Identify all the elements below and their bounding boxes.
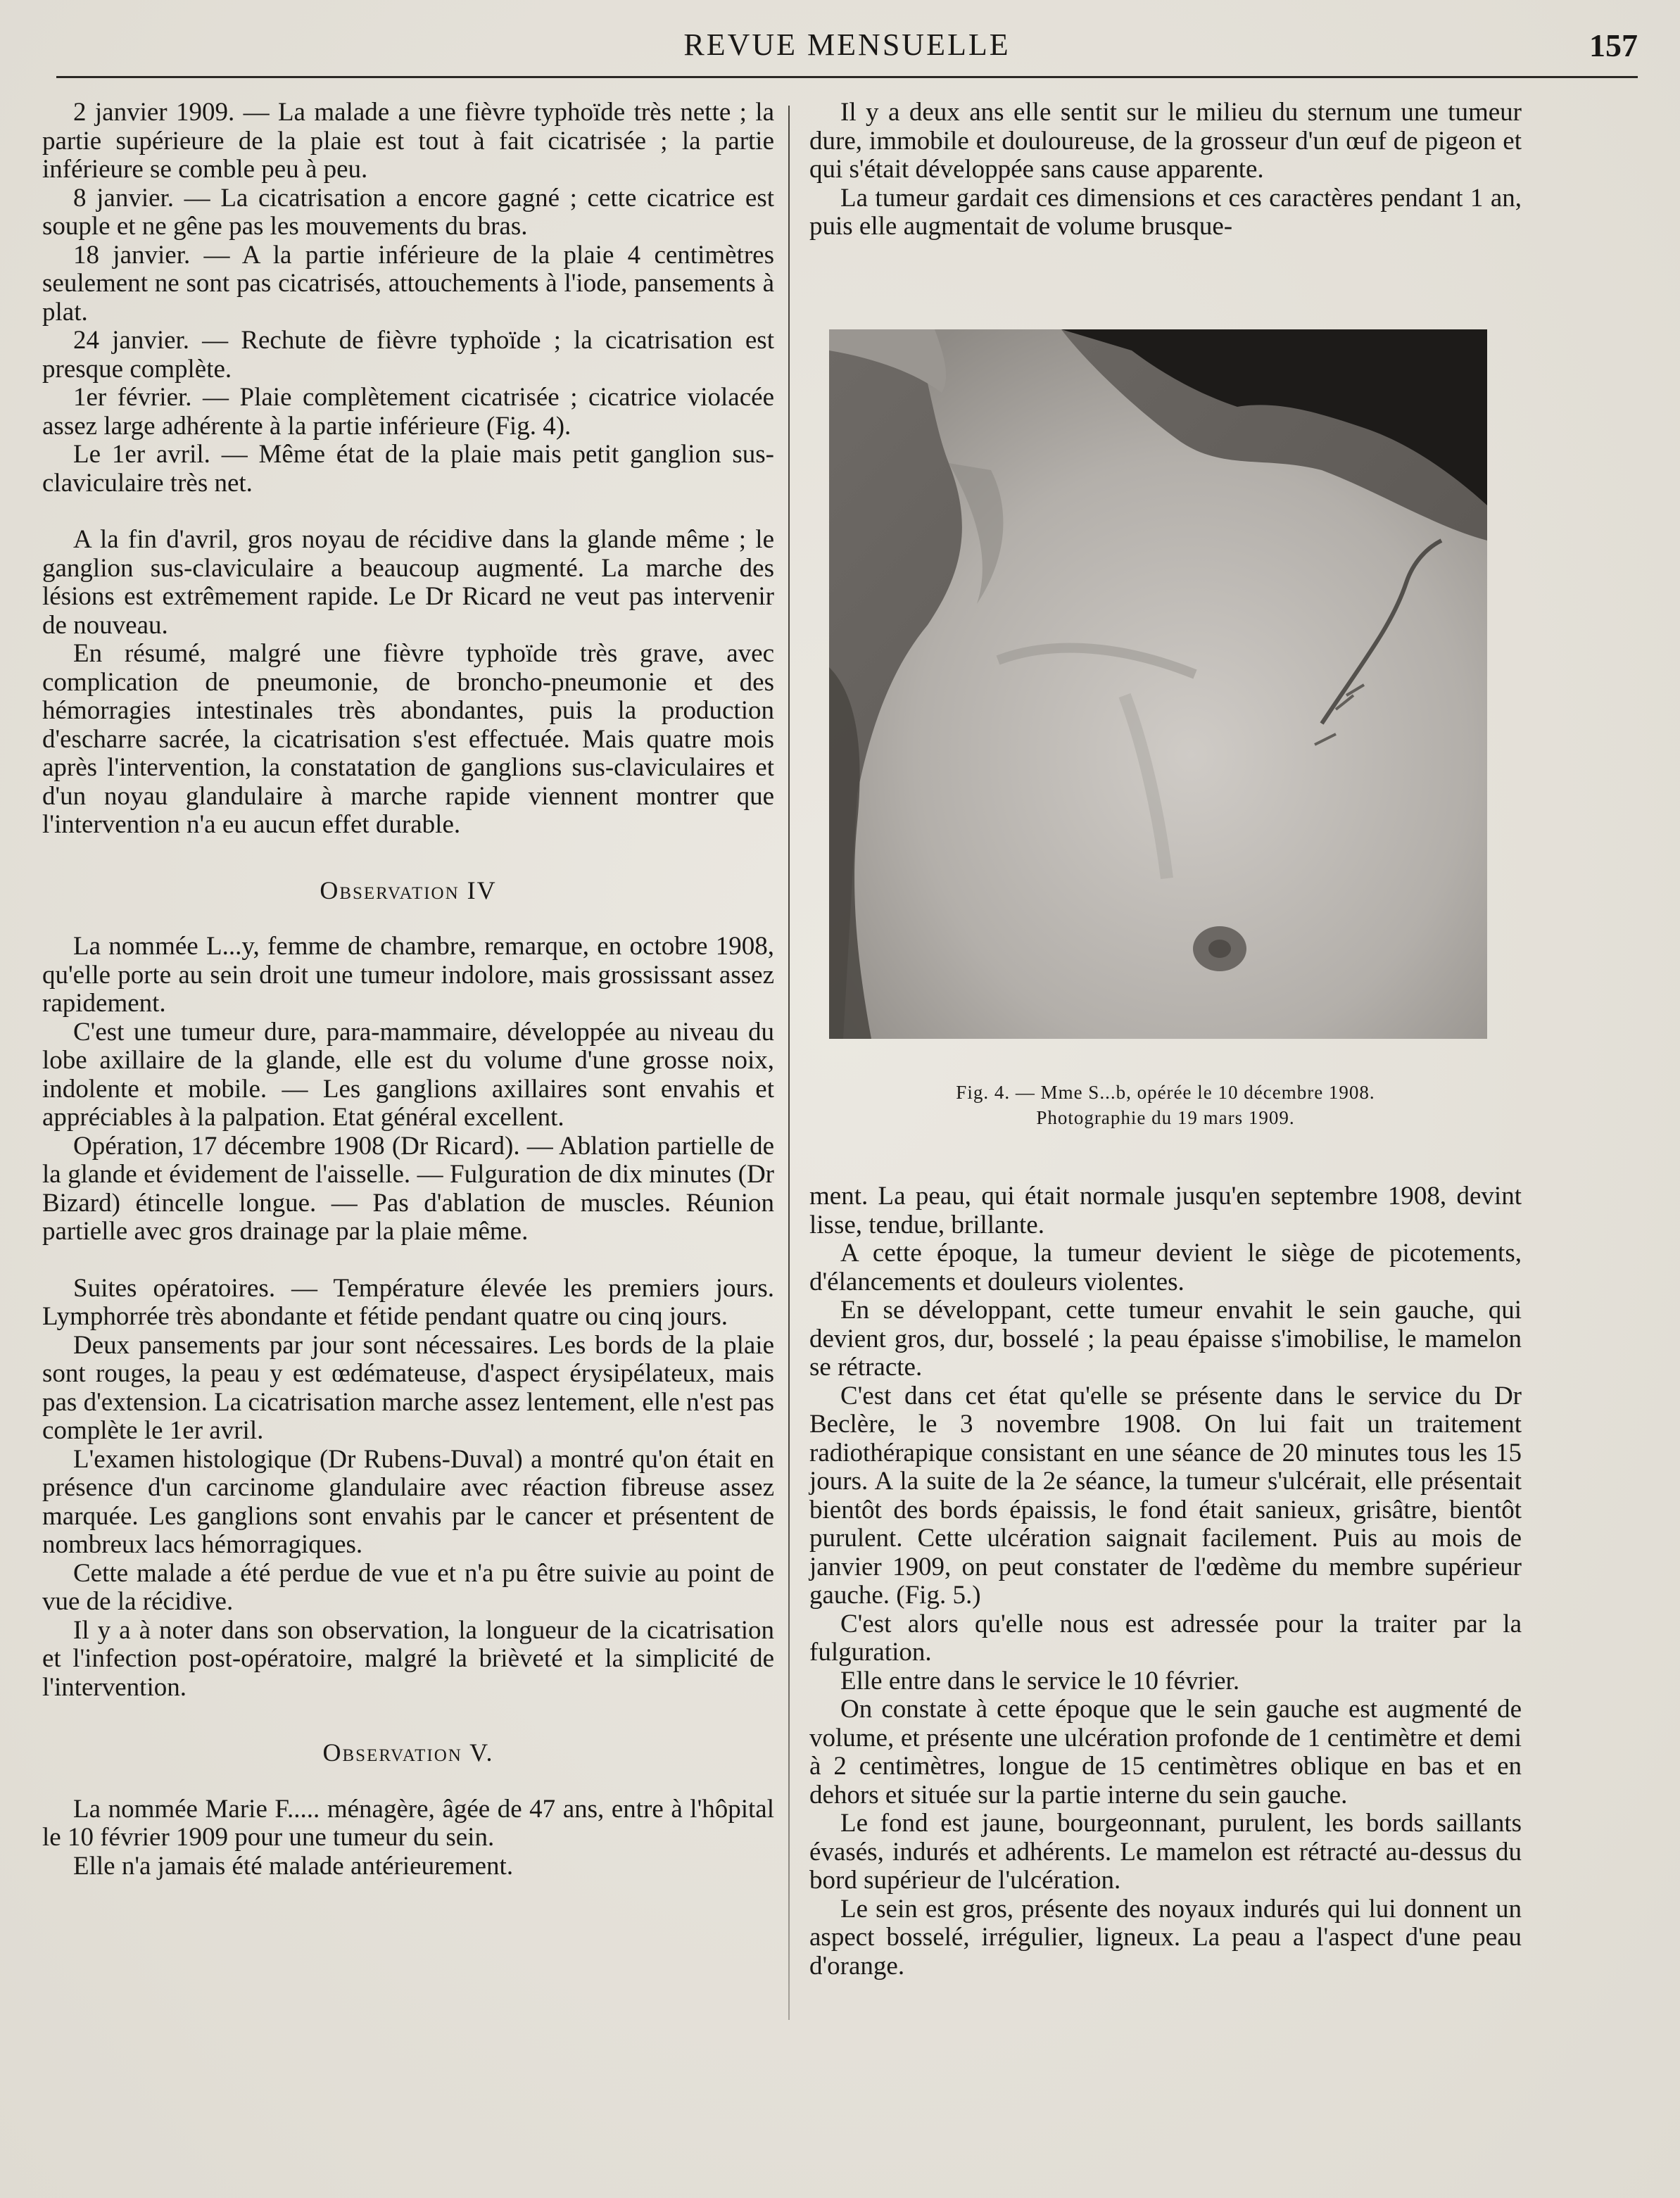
paragraph: 1er février. — Plaie complètement cicatrisée ; cicatrice violacée assez large adhérente à la partie inférieure (Fig. 4).	[42, 383, 774, 441]
paragraph: 24 janvier. — Rechute de fièvre typhoïde ; la cicatrisation est presque complète.	[42, 326, 774, 384]
paragraph: Cette malade a été perdue de vue et n'a pu être suivie au point de vue de la récidive.	[42, 1558, 774, 1616]
observation-heading: Observation V.	[322, 1738, 494, 1767]
paragraph: On constate à cette époque que le sein gauche est augmenté de volume, et présente une ulcération profonde de 1 centimètre et demi à 2 centimètres, longue de 15 centimètres oblique en bas et en dehors et située sur la partie interne du sein gauche.	[809, 1695, 1522, 1809]
right-column-bottom	[809, 1182, 1522, 1981]
paragraph: Le fond est jaune, bourgeonnant, purulent, les bords saillants évasés, indurés et adhérents. Le mamelon est rétracté au-dessus du bord supérieur de l'ulcération.	[809, 1809, 1522, 1895]
paragraph: Elle n'a jamais été malade antérieurement.	[73, 1851, 514, 1881]
left-column	[42, 99, 774, 1881]
paragraph: La nommée Marie F..... ménagère, âgée de 47 ans, entre à l'hôpital le 10 février 1909 pour une tumeur du sein.	[42, 1794, 774, 1852]
paragraph: ment. La peau, qui était normale jusqu'en septembre 1908, devint lisse, tendue, brillante.	[809, 1182, 1522, 1239]
paragraph: 18 janvier. — A la partie inférieure de la plaie 4 centimètres seulement ne sont pas cicatrisés, attouchements à l'iode, pansements à plat.	[42, 240, 774, 327]
page-header	[56, 14, 1638, 77]
paragraph: Il y a à noter dans son observation, la longueur de la cicatrisation et l'infection post-opératoire, malgré la brièveté et la simplicité de l'intervention.	[42, 1615, 774, 1702]
paragraph: C'est une tumeur dure, para-mammaire, développée au niveau du lobe axillaire de la glande, elle est du volume d'une grosse noix, indolente et mobile. — Les ganglions axillaires sont envahis et appréciables à la palpation. Etat général excellent.	[42, 1017, 774, 1132]
paragraph: A cette époque, la tumeur devient le siège de picotements, d'élancements et douleurs violentes.	[809, 1239, 1522, 1296]
paragraph: C'est dans cet état qu'elle se présente dans le service du Dr Beclère, le 3 novembre 1908. On lui fait un traitement radiothérapique consistant en une séance de 20 minutes tous les 15 jours. A la suite de la 2e séance, la tumeur s'ulcérait, elle présentait bientôt des bords épaissis, le fond était sanieux, grisâtre, bientôt purulent. Cette ulcération saignait facilement. Puis au mois de janvier 1909, on peut constater de l'œdème du membre supérieur gauche. (Fig. 5.)	[809, 1381, 1522, 1610]
caption-line: Fig. 4. — Mme S...b, opérée le 10 décembre 1908.	[956, 1082, 1375, 1103]
paragraph: La nommée L...y, femme de chambre, remarque, en octobre 1908, qu'elle porte au sein droit une tumeur indolore, mais grossissant assez rapidement.	[42, 932, 774, 1018]
figure-caption	[809, 1080, 1522, 1130]
paragraph: 2 janvier 1909. — La malade a une fièvre typhoïde très nette ; la partie supérieure de la plaie est tout à fait cicatrisée ; la partie inférieure se comble peu à peu.	[42, 98, 774, 184]
paragraph: Suites opératoires. — Température élevée les premiers jours. Lymphorrée très abondante et fétide pendant quatre ou cinq jours.	[42, 1273, 774, 1331]
paragraph: Le sein est gros, présente des noyaux indurés qui lui donnent un aspect bosselé, irrégulier, ligneux. La peau a l'aspect d'une peau d'orange.	[809, 1894, 1522, 1981]
right-column-top	[809, 99, 1522, 241]
paragraph: Opération, 17 décembre 1908 (Dr Ricard). — Ablation partielle de la glande et évidement de l'aisselle. — Fulguration de dix minutes (Dr Bizard) étincelle longue. — Pas d'ablation de muscles. Réunion partielle avec gros drainage par la plaie même.	[42, 1131, 774, 1246]
paragraph: L'examen histologique (Dr Rubens-Duval) a montré qu'on était en présence d'un carcinome glandulaire avec réaction fibreuse assez marquée. Les ganglions sont envahis par le cancer et présentent de nombreux lacs hémorragiques.	[42, 1444, 774, 1559]
header-rule	[56, 76, 1638, 78]
paragraph: Elle entre dans le service le 10 février.	[840, 1666, 1240, 1695]
paragraph: Le 1er avril. — Même état de la plaie mais petit ganglion sus-claviculaire très net.	[42, 440, 774, 498]
column-divider	[788, 106, 790, 2020]
paragraph: A la fin d'avril, gros noyau de récidive dans la glande même ; le ganglion sus-claviculaire a beaucoup augmenté. La marche des lésions est extrêmement rapide. Le Dr Ricard ne veut pas intervenir de nouveau.	[42, 525, 774, 640]
caption-line: Photographie du 19 mars 1909.	[1036, 1107, 1295, 1128]
paragraph: En résumé, malgré une fièvre typhoïde très grave, avec complication de pneumonie, de broncho-pneumonie et des hémorragies intestinales très abondantes, puis la production d'escharre sacrée, la cicatrisation s'est effectuée. Mais quatre mois après l'intervention, la constatation de ganglions sus-claviculaires et d'un noyau glandulaire à marche rapide viennent montrer que l'intervention n'a eu aucun effet durable.	[42, 639, 774, 839]
paragraph: En se développant, cette tumeur envahit le sein gauche, qui devient gros, dur, bosselé ; la peau épaisse s'imobilise, le mamelon se rétracte.	[809, 1296, 1522, 1382]
page-number: 157	[1589, 27, 1638, 63]
paragraph: C'est alors qu'elle nous est adressée pour la traiter par la fulguration.	[809, 1609, 1522, 1667]
paragraph: Deux pansements par jour sont nécessaires. Les bords de la plaie sont rouges, la peau y est œdémateuse, d'aspect érysipélateux, mais pas d'extension. La cicatrisation marche assez lentement, elle n'est pas complète le 1er avril.	[42, 1330, 774, 1445]
paragraph: La tumeur gardait ces dimensions et ces caractères pendant 1 an, puis elle augmentait de volume brusque-	[809, 183, 1522, 241]
paragraph: 8 janvier. — La cicatrisation a encore gagné ; cette cicatrice est souple et ne gêne pas les mouvements du bras.	[42, 183, 774, 241]
observation-heading: Observation IV	[320, 876, 497, 904]
figure-photograph	[829, 329, 1487, 1039]
photograph-image	[829, 329, 1487, 1039]
paragraph: Il y a deux ans elle sentit sur le milieu du sternum une tumeur dure, immobile et douloureuse, de la grosseur d'un œuf de pigeon et qui s'était développée sans cause apparente.	[809, 98, 1522, 184]
running-title: REVUE MENSUELLE	[683, 27, 1011, 62]
